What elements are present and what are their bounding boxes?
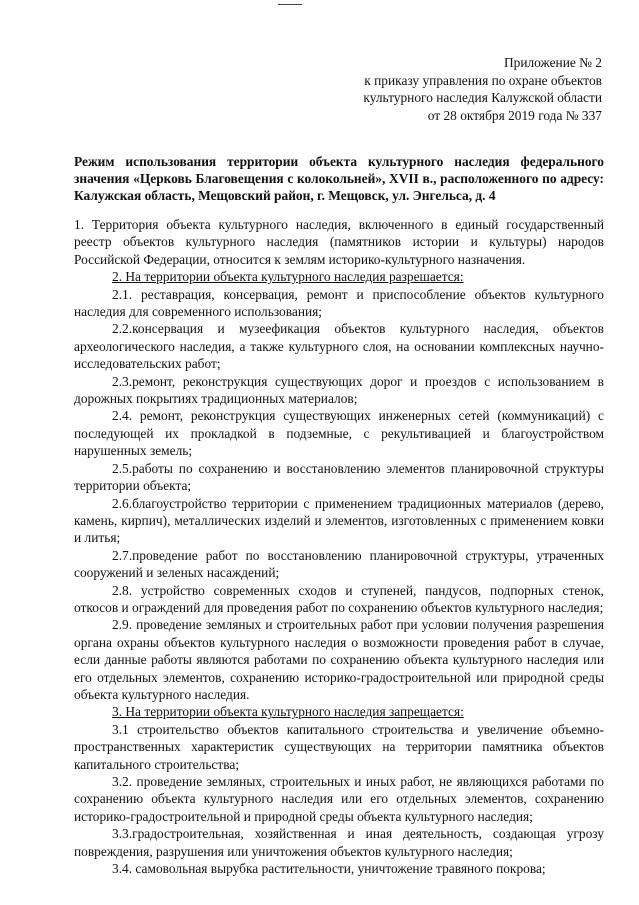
paragraph: 3.4. самовольная вырубка растительности, уничтожение травяного покрова; (112, 861, 546, 877)
paragraph: 2.9. проведение земляных и строительных работ при условии получения разрешения органа охраны объектов культурного наследия о возможности проведения работ в случае, если данные работы являются работами по сохранению объекта культурного наследия или его отдельных элементов, сохранению историко-градостроительной или природной среды объекта культурного наследия. (74, 617, 604, 702)
paragraph: 2.7.проведение работ по восстановлению планировочной структуры, утраченных сооружений и зеленых насаждений; (74, 547, 604, 581)
paragraph: 2.3.ремонт, реконструкция существующих дорог и проездов с использованием в дорожных покрытиях традиционных материалов; (74, 373, 604, 407)
paragraph: 2.6.благоустройство территории с применением традиционных материалов (дерево, камень, кирпич), металлических изделий и элементов, изготовленных с применением ковки и литья; (74, 495, 604, 546)
scan-mark (278, 4, 302, 5)
section-heading-text: 3. На территории объекта культурного наследия запрещается: (112, 704, 464, 720)
section-heading-text: 2. На территории объекта культурного наследия разрешается: (112, 269, 464, 285)
paragraph: 2.1. реставрация, консервация, ремонт и приспособление объектов культурного наследия для современного использования; (74, 286, 604, 320)
paragraph: 3.3.градостроительная, хозяйственная и иная деятельность, создающая угрозу повреждения, разрушения или уничтожения объектов культурного наследия; (74, 826, 604, 859)
appendix-line: от 28 октября 2019 года № 337 (427, 107, 602, 123)
document-body (74, 216, 604, 877)
document-title: Режим использования территории объекта культурного наследия федерального значения «Церковь Благовещения с колокольней», XVII в., расположенного по адресу: Калужская область, Мещовский район, г. Мещовск, ул. Энгельса, д. 4 (74, 154, 604, 204)
paragraph: 2.2.консервация и музеефикация объектов культурного наследия, объектов археологического наследия, а также культурного слоя, на основании комплексных научно-исследовательских работ; (74, 321, 604, 372)
section-heading (74, 703, 604, 720)
paragraph: 2.5.работы по сохранению и восстановлению элементов планировочной структуры территории объекта; (74, 460, 604, 494)
section-heading (74, 268, 604, 285)
appendix-header (363, 54, 602, 124)
paragraph: 2.4. ремонт, реконструкция существующих инженерных сетей (коммуникаций) с последующей их прокладкой в подземные, с рекультивацией и благоустройством нарушенных земель; (74, 408, 604, 459)
paragraph: 2.8. устройство современных сходов и ступеней, пандусов, подпорных стенок, откосов и ограждений для проведения работ по сохранению объектов культурного наследия; (74, 582, 604, 615)
paragraph: 3.2. проведение земляных, строительных и иных работ, не являющихся работами по сохранению объекта культурного наследия или его отдельных элементов, сохранению историко-градостроительной и природной среды объекта культурного наследия; (74, 774, 604, 824)
appendix-line: к приказу управления по охране объектов (364, 72, 602, 88)
appendix-line: культурного наследия Калужской области (363, 90, 602, 105)
appendix-line: Приложение № 2 (503, 55, 602, 70)
paragraph: 1. Территория объекта культурного наследия, включенного в единый государственный реестр объектов культурного наследия (памятников истории и культуры) народов Российской Федерации, относится к землям историко-культурного назначения. (74, 217, 604, 267)
paragraph: 3.1 строительство объектов капитального строительства и увеличение объемно-пространственных характеристик существующих на территории памятника объектов капитального строительства; (74, 721, 604, 772)
